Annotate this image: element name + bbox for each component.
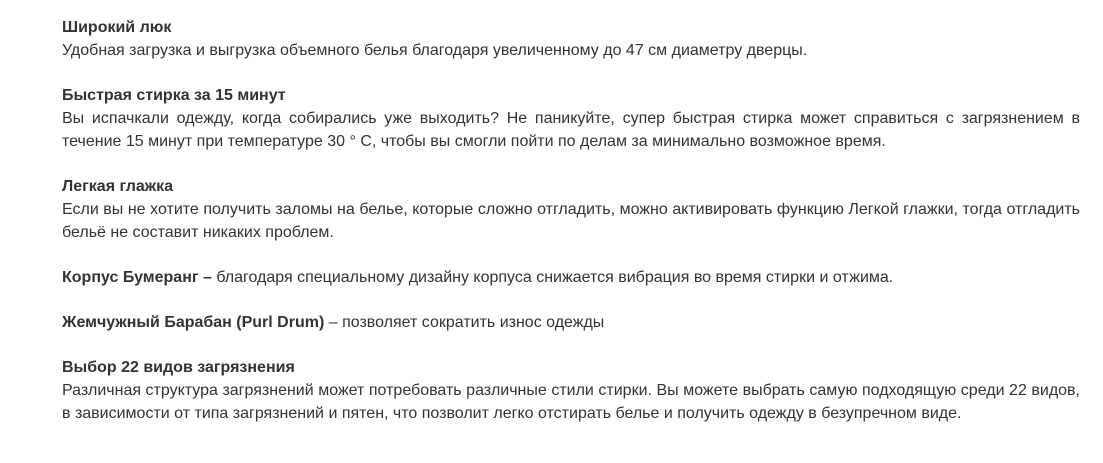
feature-wide-door	[62, 16, 1080, 62]
feature-quick-wash	[62, 84, 1080, 153]
feature-inline-paragraph	[62, 266, 1080, 289]
feature-list	[62, 16, 1080, 447]
feature-description: Удобная загрузка и выгрузка объемного белья благодаря увеличенному до 47 см диаметру дверцы.	[62, 42, 808, 59]
feature-description: Если вы не хотите получить заломы на белье, которые сложно отгладить, можно активировать функцию Легкой глажки, тогда отгладить бельё не составит никаких проблем.	[62, 201, 1080, 241]
feature-title: Быстрая стирка за 15 минут	[62, 87, 286, 104]
feature-stain-types	[62, 356, 1080, 425]
feature-description: – позволяет сократить износ одежды	[324, 314, 605, 331]
feature-title: Выбор 22 видов загрязнения	[62, 359, 295, 376]
feature-description: благодаря специальному дизайну корпуса снижается вибрация во время стирки и отжима.	[211, 269, 894, 286]
feature-description: Различная структура загрязнений может потребовать различные стили стирки. Вы можете выбрать самую подходящую среди 22 видов, в зависимости от типа загрязнений и пятен, что позволит легко отстирать белье и получить одежду в безупречном виде.	[62, 382, 1080, 422]
feature-title: Корпус Бумеранг –	[62, 269, 212, 286]
feature-pearl-drum	[62, 311, 1080, 334]
feature-boomerang-body	[62, 266, 1080, 289]
feature-title: Широкий люк	[62, 19, 172, 36]
feature-title: Жемчужный Барабан (Purl Drum)	[62, 314, 325, 331]
feature-description: Вы испачкали одежду, когда собирались уже выходить? Не паникуйте, супер быстрая стирка может справиться с загрязнением в течение 15 минут при температуре 30 ° С, чтобы вы смогли пойти по делам за минимально возможное время.	[62, 110, 1080, 150]
feature-easy-iron	[62, 175, 1080, 244]
feature-inline-paragraph	[62, 311, 1080, 334]
feature-title: Легкая глажка	[62, 178, 174, 195]
